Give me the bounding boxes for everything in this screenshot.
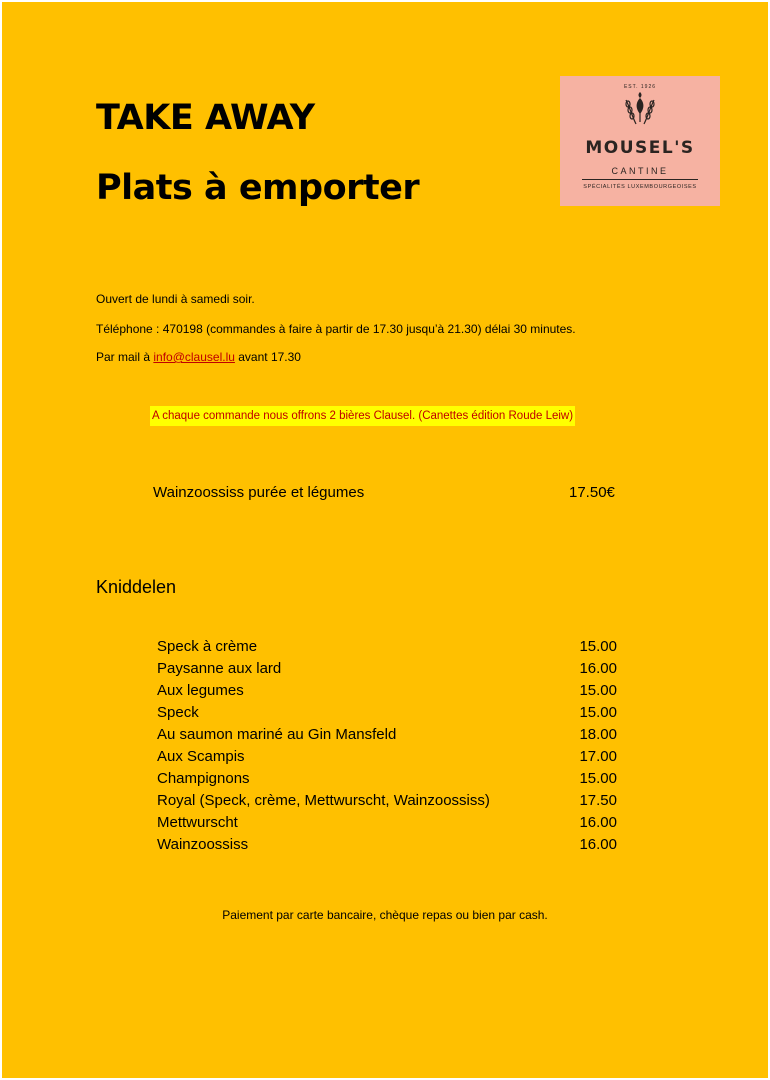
main-dish-price: 17.50€ [569, 484, 615, 501]
menu-item-name: Royal (Speck, crème, Mettwurscht, Wainzoossiss) [157, 792, 490, 809]
menu-item [157, 658, 617, 680]
menu-item-price: 17.00 [579, 748, 617, 765]
phone-info: Téléphone : 470198 (commandes à faire à partir de 17.30 jusqu’à 21.30) délai 30 minutes. [96, 322, 576, 336]
promo-banner: A chaque commande nous offrons 2 bières Clausel. (Canettes édition Roude Leiw) [150, 406, 575, 426]
title-take-away: TAKE AWAY [96, 98, 315, 138]
mail-info [96, 350, 301, 364]
menu-item-price: 15.00 [579, 682, 617, 699]
menu-item-price: 16.00 [579, 814, 617, 831]
email-link[interactable]: info@clausel.lu [153, 350, 235, 364]
menu-item [157, 746, 617, 768]
menu-item-price: 15.00 [579, 638, 617, 655]
menu-item-name: Champignons [157, 770, 250, 787]
menu-item-price: 15.00 [579, 770, 617, 787]
menu-item [157, 790, 617, 812]
mail-suffix: avant 17.30 [234, 350, 301, 364]
menu-item-price: 16.00 [579, 836, 617, 853]
menu-item-name: Aux legumes [157, 682, 244, 699]
menu-item-price: 18.00 [579, 726, 617, 743]
menu-page [2, 2, 768, 1078]
menu-item [157, 768, 617, 790]
menu-item-price: 17.50 [579, 792, 617, 809]
opening-hours: Ouvert de lundi à samedi soir. [96, 292, 255, 306]
menu-item-name: Au saumon mariné au Gin Mansfeld [157, 726, 397, 743]
main-dish-name: Wainzoossiss purée et légumes [153, 484, 365, 501]
menu-item-name: Mettwurscht [157, 814, 238, 831]
title-plats-a-emporter: Plats à emporter [96, 168, 420, 208]
menu-item-price: 16.00 [579, 660, 617, 677]
menu-item-name: Speck à crème [157, 638, 258, 655]
menu-item-price: 15.00 [579, 704, 617, 721]
logo-divider [582, 179, 698, 180]
menu-item-name: Wainzoossiss [157, 836, 249, 853]
mousels-cantine-logo [560, 76, 720, 206]
logo-subtitle: CANTINE [611, 166, 669, 176]
menu-item [157, 724, 617, 746]
logo-brand-name: MOUSEL'S [585, 138, 695, 158]
menu-item [157, 812, 617, 834]
menu-item-name: Speck [157, 704, 199, 721]
mail-prefix: Par mail à [96, 350, 154, 364]
logo-est-text: EST. 1926 [623, 84, 657, 90]
menu-item [157, 834, 617, 856]
menu-item-name: Paysanne aux lard [157, 660, 282, 677]
kniddelen-menu-list [157, 636, 617, 856]
section-title-kniddelen: Kniddelen [96, 577, 177, 597]
logo-tagline: SPÉCIALITÉS LUXEMBOURGEOISES [583, 184, 697, 190]
payment-info: Paiement par carte bancaire, chèque repas ou bien par cash. [222, 908, 548, 922]
menu-item [157, 702, 617, 724]
menu-item [157, 636, 617, 658]
menu-item-name: Aux Scampis [157, 748, 245, 765]
menu-item [157, 680, 617, 702]
hop-wheat-icon [618, 88, 662, 132]
